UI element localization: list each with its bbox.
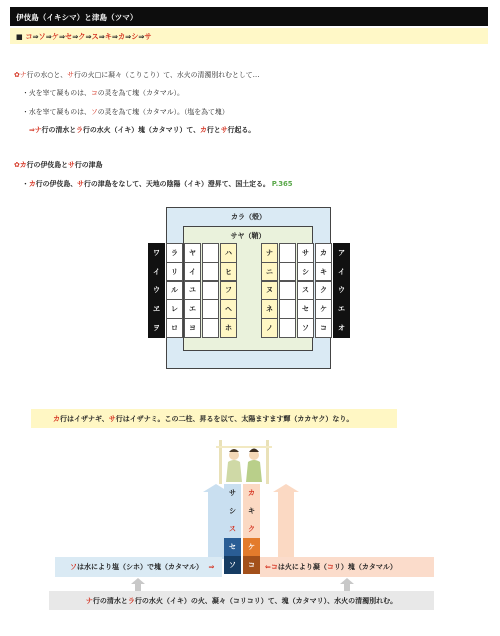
kana-ka: カ — [19, 161, 27, 169]
vertical-kana-cell: ソ — [224, 556, 241, 574]
sequence-kana: コ — [25, 32, 33, 41]
text: 行の水火（イキ）の火、凝々（コリコリ）て、塊（カタマリ）、水火の清濁別れむ。 — [134, 597, 398, 605]
kara-label: カラ（殻） — [231, 213, 266, 221]
text: は火により凝（ — [277, 563, 327, 571]
right-arrow-icon: ⇒ — [125, 32, 132, 41]
kana-cell: ワ — [148, 243, 165, 263]
text: の灵を為て塊（カタマル）。（塩を為て塊） — [97, 108, 229, 116]
text: 行の津島をなして、天地の陰陽（イキ）澄昇て、国土定る。 — [84, 180, 270, 188]
vertical-kana-cell: セ — [224, 538, 241, 556]
bottom-summary — [49, 591, 434, 610]
kana-cell: リ — [166, 262, 183, 282]
kana-cell — [202, 243, 219, 263]
text: 行の火□に凝々（こりこり）て、水火の清濁別れむとして… — [74, 71, 260, 79]
right-arrow-icon: ⇒ — [45, 32, 52, 41]
right-arrow-icon: ⇒ — [72, 32, 79, 41]
text: 行と — [206, 126, 221, 134]
sa-column — [224, 484, 241, 574]
kana-cell: オ — [333, 318, 350, 338]
vertical-kana-cell: ク — [243, 520, 260, 538]
text: 行起る。 — [227, 126, 256, 134]
kana-cell: ヘ — [220, 299, 237, 319]
deity-figures-icon — [216, 440, 272, 484]
kana-ra: ラ — [127, 597, 135, 605]
kana-cell: ケ — [315, 299, 332, 319]
kana-cell: セ — [297, 299, 314, 319]
kana-column — [297, 244, 314, 338]
saya-label: サヤ（鞘） — [230, 232, 266, 240]
kana-cell — [279, 281, 296, 301]
right-arrow-icon: ⇒ — [111, 32, 118, 41]
kana-sa: サ — [67, 71, 75, 79]
kana-cell: ヤ — [184, 243, 201, 263]
kana-cell: ス — [297, 281, 314, 301]
kana-column — [333, 244, 350, 338]
section1-line4 — [29, 124, 255, 134]
kana-cell — [202, 262, 219, 282]
kana-column — [148, 244, 165, 338]
right-arrow-icon: ⇒ — [98, 32, 105, 41]
kana-ka: カ — [28, 180, 36, 188]
kana-ka: カ — [53, 415, 60, 423]
up-arrow-icon — [131, 578, 145, 591]
kana-cell: イ — [184, 262, 201, 282]
kana-cell: ラ — [166, 243, 183, 263]
section1-line2 — [22, 87, 184, 97]
section2-heading — [14, 159, 102, 169]
text: 行の伊伎島と — [26, 161, 69, 169]
kana-cell: ウ — [333, 281, 350, 301]
text: ・ — [22, 180, 29, 188]
kana-cell: ヒ — [220, 262, 237, 282]
kana-cell: エ — [184, 299, 201, 319]
vertical-kana-cell: サ — [224, 484, 241, 502]
kana-so: ソ — [70, 563, 77, 571]
right-arrow-icon: ⇒ — [58, 32, 66, 41]
right-arrow-icon: ⇒ — [208, 563, 215, 571]
izanagi-note — [31, 409, 397, 428]
sequence-kana: ス — [91, 32, 99, 41]
kana-cell — [279, 299, 296, 319]
text: 行の伊伎島、 — [35, 180, 78, 188]
text: 行はイザナギ、 — [60, 415, 109, 423]
section2-line — [22, 178, 293, 188]
kana-ko: コ — [326, 563, 334, 571]
kana-cell: サ — [297, 243, 314, 263]
kana-column — [166, 244, 183, 338]
kana-cell — [279, 262, 296, 282]
kana-cell — [202, 299, 219, 319]
text: は水により塩（シホ）で塊（カタマル） — [77, 563, 203, 571]
sequence-kana: キ — [104, 32, 112, 41]
text: ・火を宰て凝ものは、 — [22, 89, 91, 97]
kana-ko: コ — [270, 563, 278, 571]
sequence-kana: ソ — [38, 32, 46, 41]
ko-fire-band — [260, 557, 434, 577]
text: の灵を為て塊（カタマル）。 — [97, 89, 184, 97]
text: リ）塊（カタマル） — [333, 563, 397, 571]
vertical-kana-cell: シ — [224, 502, 241, 520]
sequence-bar — [10, 28, 488, 44]
kana-cell: ル — [166, 281, 183, 301]
kana-cell: レ — [166, 299, 183, 319]
kana-cell — [202, 318, 219, 338]
text: 行の水○と、 — [26, 71, 68, 79]
kana-cell — [202, 281, 219, 301]
kana-cell: フ — [220, 281, 237, 301]
so-water-band — [55, 557, 222, 577]
kana-column — [261, 244, 278, 338]
kana-cell: ホ — [220, 318, 237, 338]
sequence-kana: セ — [65, 32, 73, 41]
kana-cell: ロ — [166, 318, 183, 338]
sequence-kana: カ — [117, 32, 126, 41]
kana-cell: シ — [297, 262, 314, 282]
kana-sa: サ — [220, 126, 228, 134]
kana-sa: サ — [77, 180, 85, 188]
kana-ko: コ — [90, 89, 98, 97]
kana-cell: ヌ — [261, 281, 278, 301]
kana-cell: ヨ — [184, 318, 201, 338]
left-arrow-icon: ⇐ — [265, 563, 271, 571]
up-arrow-icon — [340, 578, 354, 591]
sequence-bullet: ■ — [16, 32, 23, 41]
kana-na: ナ — [19, 71, 27, 79]
vertical-kana-cell: キ — [243, 502, 260, 520]
text: 行の清水と — [41, 126, 77, 134]
kana-cell: ユ — [184, 281, 201, 301]
sequence-kana: サ — [144, 32, 152, 41]
right-arrow-icon: ⇒ — [29, 126, 35, 134]
kana-cell — [279, 243, 296, 263]
sequence-kana: ケ — [51, 32, 59, 41]
sequence-chain — [25, 32, 151, 41]
kana-cell: ハ — [220, 243, 237, 263]
section1-line3 — [22, 106, 229, 116]
kana-cell: イ — [148, 262, 165, 282]
kana-column — [315, 244, 332, 338]
text: 行の清水と — [92, 597, 128, 605]
text: 行の津島 — [74, 161, 103, 169]
right-arrow-icon: ⇒ — [85, 32, 92, 41]
kana-cell: ノ — [261, 318, 278, 338]
kana-sa: サ — [68, 161, 75, 169]
kana-cell — [279, 318, 296, 338]
kana-cell: イ — [333, 262, 350, 282]
sequence-kana: シ — [131, 32, 139, 41]
right-arrow-icon: ⇒ — [32, 32, 39, 41]
right-arrow-icon: ⇒ — [138, 32, 145, 41]
kana-cell: ヱ — [148, 299, 165, 319]
text: ・水を宰て凝ものは、 — [22, 108, 91, 116]
kana-cell: ク — [315, 281, 332, 301]
kana-cell: コ — [315, 318, 332, 338]
kana-cell: ヲ — [148, 318, 165, 338]
kana-cell: ニ — [261, 262, 278, 282]
kana-column — [184, 244, 201, 338]
kana-cell: ア — [333, 243, 350, 263]
kana-cell: カ — [315, 243, 332, 263]
kana-cell: ナ — [261, 243, 278, 263]
kana-column — [279, 244, 296, 338]
kana-cell: ウ — [148, 281, 165, 301]
section1-line1 — [14, 69, 260, 79]
kana-ka: カ — [200, 126, 207, 134]
kana-cell: ネ — [261, 299, 278, 319]
kana-sa: サ — [108, 415, 116, 423]
vertical-kana-cell: ス — [224, 520, 241, 538]
kana-na: ナ — [85, 597, 93, 605]
flower-bullet-icon: ✿ — [14, 161, 20, 169]
kana-cell: ソ — [297, 318, 314, 338]
vertical-kana-cell: コ — [243, 556, 260, 574]
ka-column — [243, 484, 260, 574]
page-reference: P.365 — [271, 180, 293, 188]
page-title: 伊伎島（イキシマ）と津島（ツマ） — [10, 7, 488, 26]
sequence-kana: ク — [78, 32, 86, 41]
kana-cell: エ — [333, 299, 350, 319]
kana-ra: ラ — [76, 126, 84, 134]
kana-na: ナ — [34, 126, 42, 134]
vertical-kana-cell: カ — [243, 484, 260, 502]
kana-so: ソ — [90, 108, 98, 116]
kana-cell: キ — [315, 262, 332, 282]
kana-column — [220, 244, 237, 338]
text: 行はイザナミ。この二柱、昇るを以て、太陽ますます輝（カカヤク）なり。 — [115, 415, 354, 423]
kana-column — [202, 244, 219, 338]
flower-bullet-icon: ✿ — [14, 71, 20, 79]
text: 行の水火（イキ）塊（カタマリ）て、 — [83, 126, 201, 134]
vertical-kana-cell: ケ — [243, 538, 260, 556]
